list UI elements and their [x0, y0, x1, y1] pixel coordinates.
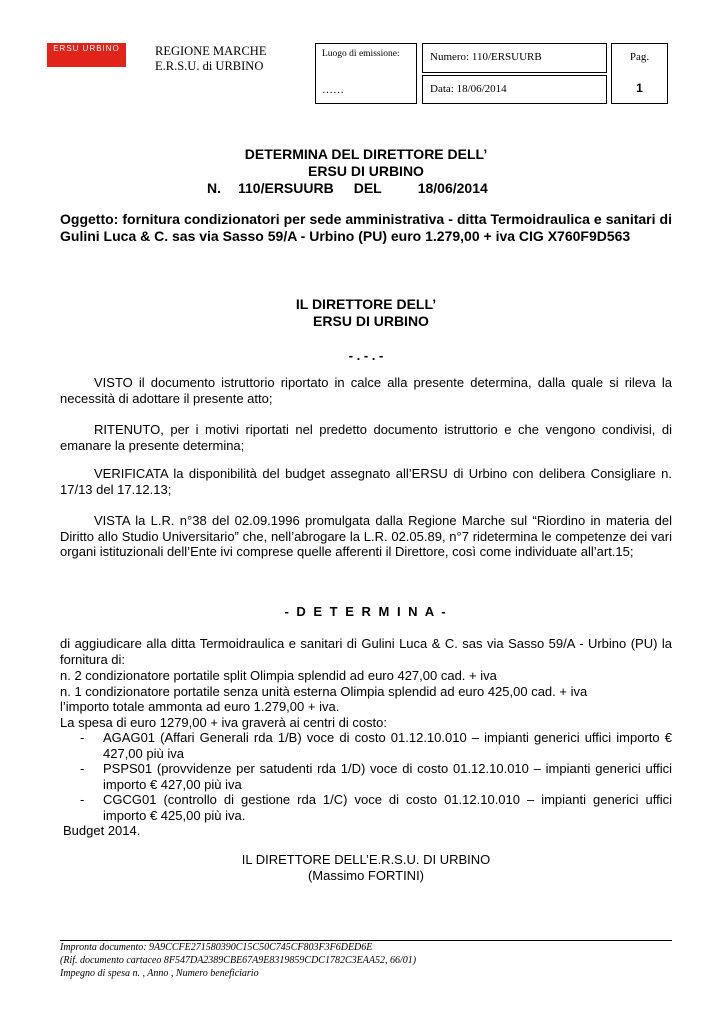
footer-line-3: Impegno di spesa n. , Anno , Numero beneficiario [60, 968, 259, 979]
signature-block [60, 852, 672, 883]
decision-line-1: di aggiudicare alla ditta Termoidraulica e sanitari di Gulini Luca & C. sas via Sasso 59/A - Urbino (PU) la fornitura di: [60, 636, 672, 667]
page-number: 1 [636, 81, 643, 95]
ersu-logo [47, 43, 126, 67]
cost-center-text: AGAG01 (Affari Generali rda 1/B) voce di costo 01.12.10.010 – impianti generici uffici importo € 427,00 più iva [103, 730, 672, 761]
numero-text: Numero: 110/ERSUURB [430, 51, 542, 63]
signature-name: (Massimo FORTINI) [307, 867, 425, 883]
title-n-value: 110/ERSUURB [238, 180, 334, 196]
budget-line: Budget 2014. [63, 823, 141, 838]
decision-line-2: n. 2 condizionatore portatile split Olimpia splendid ad euro 427,00 cad. + iva [60, 668, 497, 683]
page-label: Pag. [629, 51, 650, 63]
decision-line-3: n. 1 condizionatore portatile senza unità esterna Olimpia splendid ad euro 425,00 cad. + iva [60, 684, 588, 699]
title-del-label: DEL [353, 180, 382, 196]
director-heading-line-2: ERSU DI URBINO [313, 313, 429, 329]
premise-text: VISTO il documento istruttorio riportato in calce alla presente determina, dalla quale si rileva la necessità di adottare il presente atto; [60, 375, 672, 406]
title-n-label: N. [207, 180, 221, 196]
luogo-label: Luogo di emissione: [322, 49, 400, 59]
luogo-value: …… [322, 84, 344, 96]
premise-visto [60, 375, 672, 406]
determina-heading: - D E T E R M I N A - [284, 604, 448, 619]
data-text: Data: 18/06/2014 [430, 83, 507, 95]
subject: Oggetto: fornitura condizionatori per sede amministrativa - ditta Termoidraulica e sanitari di Gulini Luca & C. sas via Sasso 59/A - Urbino (PU) euro 1.279,00 + iva CIG X760F9D563 [60, 211, 672, 244]
cost-center-text: PSPS01 (provvidenze per satudenti rda 1/D) voce di costo 01.12.10.010 – impianti generici uffici importo € 427,00 più iva [103, 761, 672, 792]
decision-line-5: La spesa di euro 1279,00 + iva graverà ai centri di costo: [60, 715, 388, 730]
premise-ritenuto [60, 422, 672, 453]
title-date: 18/06/2014 [417, 180, 488, 196]
title-line-1: DETERMINA DEL DIRETTORE DELL’ [244, 146, 488, 162]
separator: - . - . - [348, 348, 384, 363]
luogo-box [315, 43, 417, 104]
cost-center-text: CGCG01 (controllo di gestione rda 1/C) voce di costo 01.12.10.010 – impianti generici uffici importo € 425,00 più iva. [103, 792, 672, 823]
premise-text: VISTA la L.R. n°38 del 02.09.1996 promulgata dalla Regione Marche sul “Riordino in materia del Diritto allo Studio Universitario” che, nell’abrogare la L.R. 02.05.89, n°7 ridetermina le competenze dei vari organi istituzionali dell’Ente ivi comprese quelle afferenti il Direttore, così come individuate all’art.15; [60, 513, 672, 559]
org-line-1: REGIONE MARCHE [155, 44, 267, 58]
premise-vista [60, 513, 672, 560]
signature-title: IL DIRETTORE DELL’E.R.S.U. DI URBINO [241, 852, 491, 867]
footer-line-1: Impronta documento: 9A9CCFE271580390C15C50C745CF803F3F6DED6E [60, 942, 373, 953]
title-line-2: ERSU DI URBINO [308, 163, 424, 179]
decision-line-4: l’importo totale ammonta ad euro 1.279,00 + iva. [60, 699, 340, 714]
data-box [422, 75, 607, 104]
logo-text: ERSU URBINO [53, 44, 120, 53]
premise-text: RITENUTO, per i motivi riportati nel predetto documento istruttorio e che vengono condivisi, di emanare la presente determina; [60, 422, 672, 453]
numero-box [422, 43, 607, 73]
organization-block [155, 44, 266, 74]
title-number-line [60, 180, 672, 197]
footer-divider [60, 940, 672, 941]
bullet-marker: - [80, 792, 85, 807]
bullet-marker: - [80, 761, 85, 776]
page-box [611, 43, 668, 104]
premise-verificata [60, 466, 672, 497]
org-line-2: E.R.S.U. di URBINO [155, 59, 264, 73]
document-title [60, 146, 672, 197]
director-heading [60, 296, 672, 330]
premise-text: VERIFICATA la disponibilità del budget assegnato all’ERSU di Urbino con delibera Consigliare n. 17/13 del 17.12.13; [60, 466, 672, 497]
bullet-marker: - [80, 730, 85, 745]
director-heading-line-1: IL DIRETTORE DELL’ [295, 296, 437, 312]
footer-line-2: (Rif. documento cartaceo 8F547DA2389CBE67A9E8319859CDC1782C3EAA52, 66/01) [60, 955, 417, 966]
